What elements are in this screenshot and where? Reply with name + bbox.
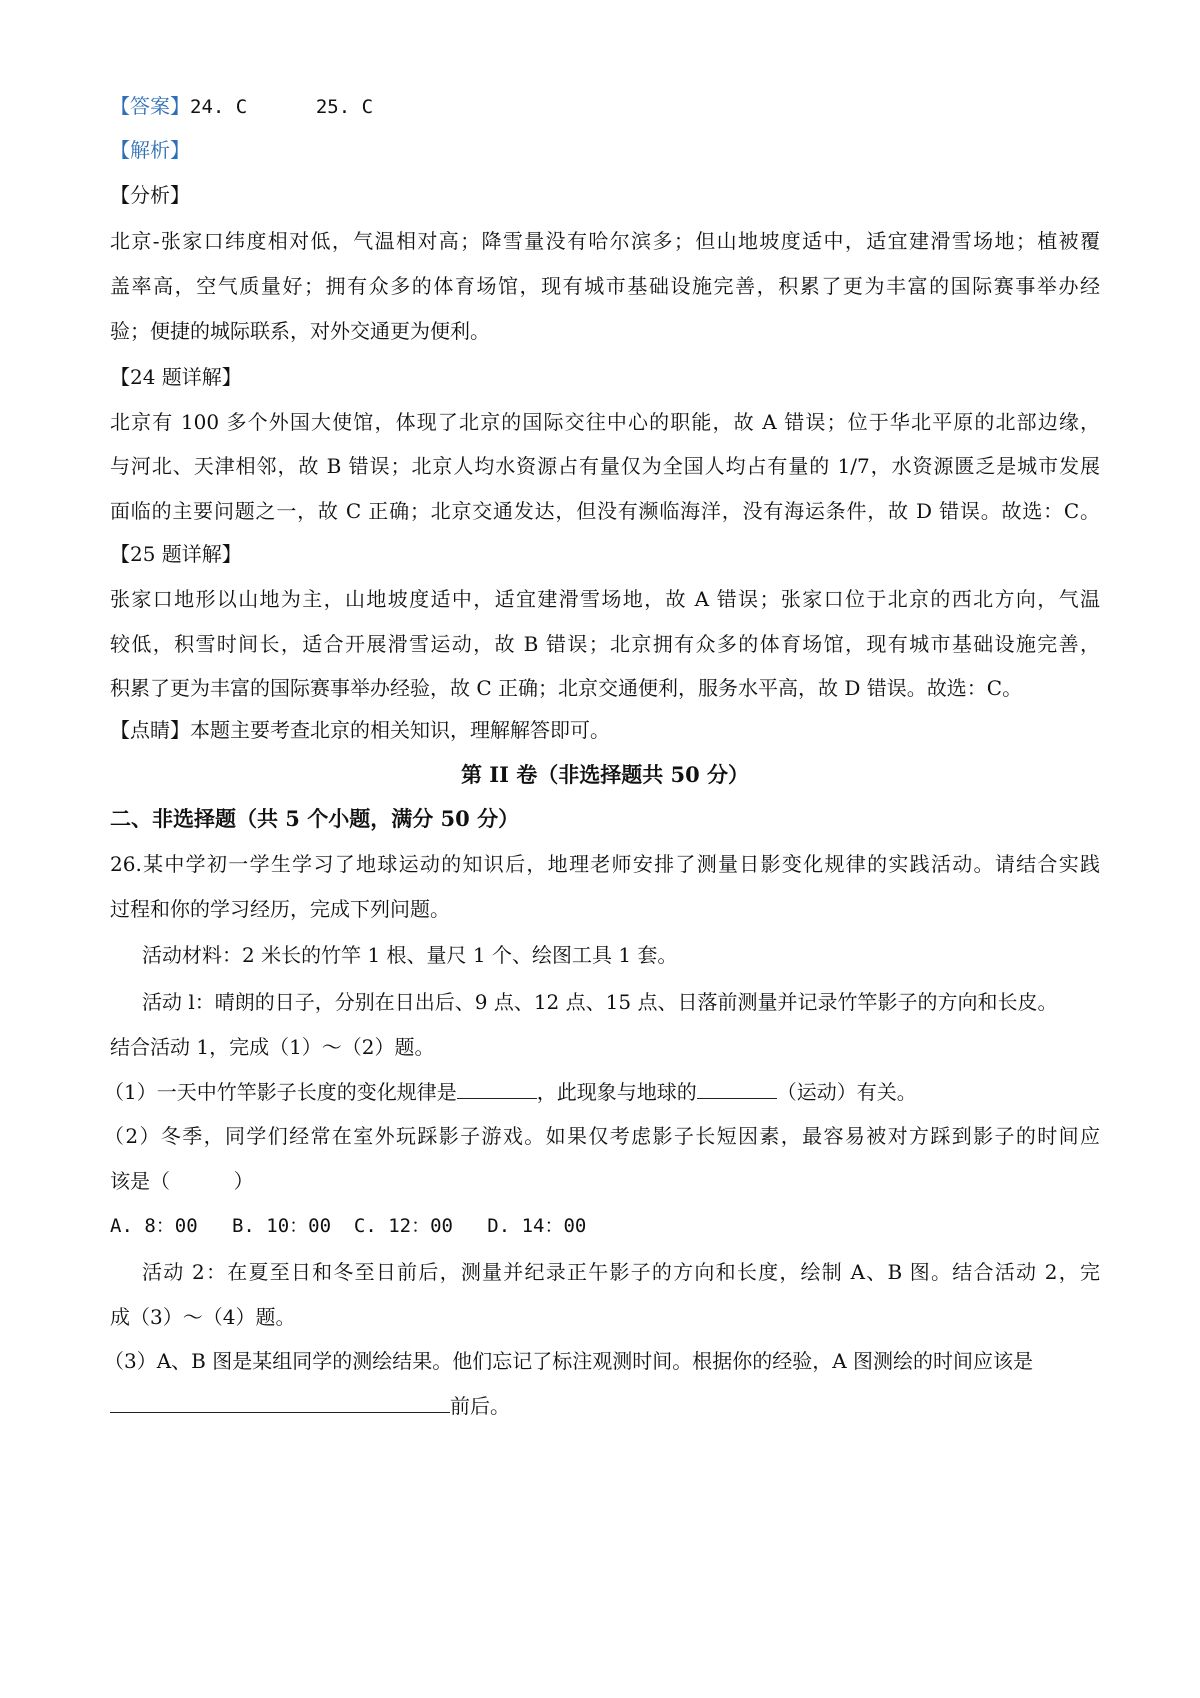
q26-activity1-line-1: 活动 l：晴朗的日子，分别在日出后、9 点、12 点、15 点、日落前测量并记录竹竿影子的方向和长皮。	[142, 990, 1058, 1014]
q26-activity2-line-1: 活动 2：在夏至日和冬至日前后，测量并纪录正午影子的方向和长度，绘制 A、B 图。结合活动 2，完	[142, 1260, 1100, 1284]
q26-sub1-part2: ，此现象与地球的	[536, 1080, 697, 1104]
q25-line-1: 张家口地形以山地为主，山地坡度适中，适宜建滑雪场地，故 A 错误；张家口位于北京的西北方向，气温	[110, 587, 1100, 611]
q26-sub3-line-1: （3）A、B 图是某组同学的测绘结果。他们忘记了标注观测时间。根据你的经验，A 图测绘的时间应该是	[104, 1349, 1034, 1373]
q24-line-3: 面临的主要问题之一，故 C 正确；北京交通发达，但没有濒临海洋，没有海运条件，故 D 错误。故选：C。	[110, 499, 1100, 523]
q26-sub1-part1: （1）一天中竹竿影子长度的变化规律是	[104, 1080, 457, 1104]
q26-sub3-blank[interactable]	[110, 1394, 450, 1413]
fenxi-line-3: 验；便捷的城际联系，对外交通更为便利。	[110, 319, 490, 343]
fenxi-line-1: 北京-张家口纬度相对低，气温相对高；降雪量没有哈尔滨多；但山地坡度适中，适宜建滑雪场地；植被覆	[110, 229, 1100, 253]
answer-line	[110, 92, 1100, 121]
q25-tag: 【25 题详解】	[110, 542, 242, 566]
volume-title: 第 II 卷（非选择题共 50 分）	[460, 762, 750, 787]
q26-sub1-blank-2[interactable]	[697, 1080, 777, 1099]
q26-options: A. 8：00 B. 10：00 C. 12：00 D. 14：00	[110, 1215, 587, 1237]
q26-sub1	[104, 1078, 1094, 1106]
answer-tag: 【答案】	[110, 94, 190, 118]
q26-materials: 活动材料：2 米长的竹竿 1 根、量尺 1 个、绘图工具 1 套。	[142, 943, 678, 967]
q26-sub2-line-2: 该是（ ）	[110, 1169, 254, 1193]
q25-line-2: 较低，积雪时间长，适合开展滑雪运动，故 B 错误；北京拥有众多的体育场馆，现有城市基础设施完善，	[110, 632, 1100, 656]
q24-line-2: 与河北、天津相邻，故 B 错误；北京人均水资源占有量仅为全国人均占有量的 1/7，水资源匮乏是城市发展	[110, 454, 1100, 478]
analysis-tag: 【解析】	[110, 138, 190, 162]
q26-activity1-line-2: 结合活动 1，完成（1）～（2）题。	[110, 1035, 435, 1059]
q24-line-1: 北京有 100 多个外国大使馆，体现了北京的国际交往中心的职能，故 A 错误；位于华北平原的北部边缘，	[110, 410, 1100, 434]
section-title: 二、非选择题（共 5 个小题，满分 50 分）	[110, 806, 520, 831]
q24-tag: 【24 题详解】	[110, 365, 242, 389]
q26-sub3-line-2	[110, 1392, 1100, 1420]
q26-activity2-line-2: 成（3）～（4）题。	[110, 1305, 296, 1329]
q26-intro-line-1: 26.某中学初一学生学习了地球运动的知识后，地理老师安排了测量日影变化规律的实践活动。请结合实践	[110, 852, 1100, 876]
dianjing-line: 【点睛】本题主要考查北京的相关知识，理解解答即可。	[110, 718, 610, 742]
answer-values: 24. C 25. C	[190, 96, 374, 118]
q25-line-3: 积累了更为丰富的国际赛事举办经验，故 C 正确；北京交通便利，服务水平高，故 D 错误。故选：C。	[110, 676, 1023, 700]
q26-intro-line-2: 过程和你的学习经历，完成下列问题。	[110, 897, 450, 921]
q26-sub3-suffix: 前后。	[450, 1394, 510, 1418]
fenxi-line-2: 盖率高，空气质量好；拥有众多的体育场馆，现有城市基础设施完善，积累了更为丰富的国际赛事举办经	[110, 274, 1100, 298]
analysis-tag-line	[110, 136, 1100, 164]
q26-sub2-line-1: （2）冬季，同学们经常在室外玩踩影子游戏。如果仅考虑影子长短因素，最容易被对方踩到影子的时间应	[104, 1124, 1100, 1148]
q26-sub1-blank-1[interactable]	[457, 1080, 537, 1099]
fenxi-tag: 【分析】	[110, 183, 190, 207]
q26-sub1-part3: （运动）有关。	[776, 1080, 917, 1104]
